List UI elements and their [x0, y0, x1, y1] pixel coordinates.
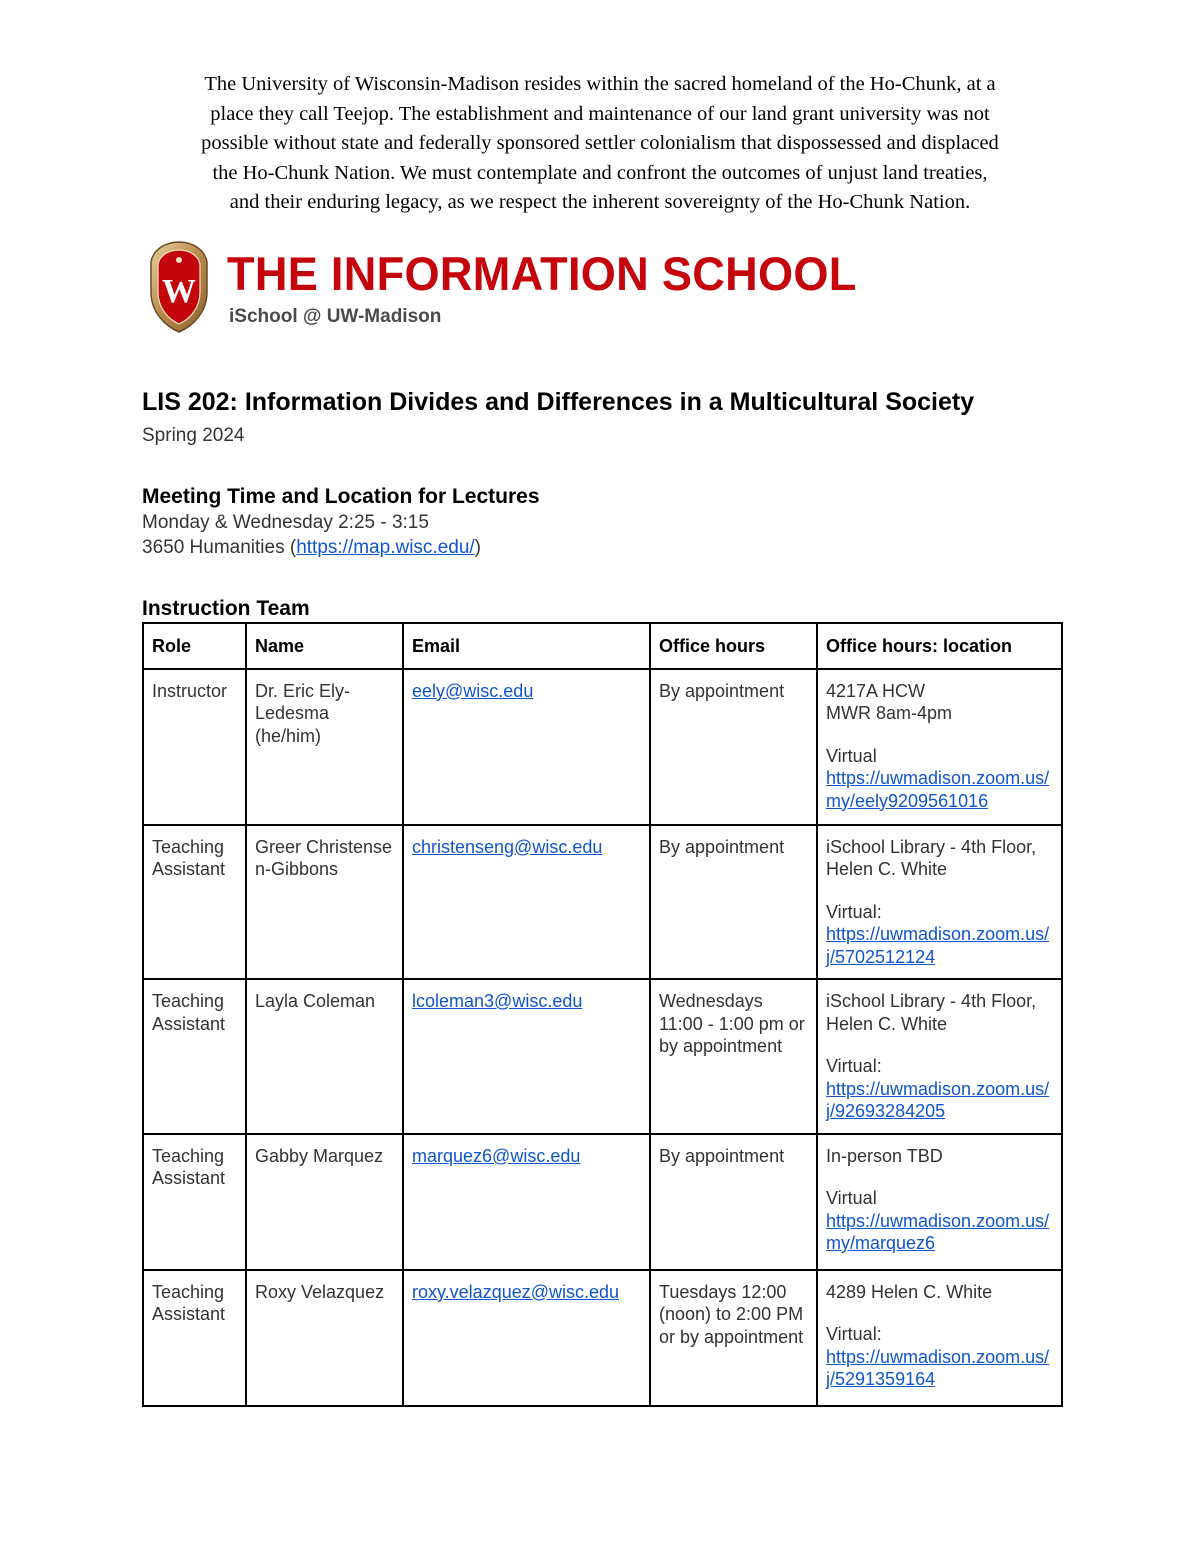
location-text: 4217A HCW	[826, 680, 926, 701]
table-row	[143, 825, 1062, 980]
table-row	[143, 669, 1062, 825]
location-cell	[817, 1134, 1062, 1270]
email-cell	[403, 979, 650, 1134]
meeting-location	[142, 537, 481, 559]
location-text: iSchool Library - 4th Floor, Helen C. White	[826, 836, 1037, 879]
hours-cell: By appointment	[650, 825, 817, 980]
virtual-label: Virtual:	[826, 1056, 882, 1076]
location-cell	[817, 669, 1062, 825]
location-cell	[817, 825, 1062, 980]
hours-cell: Tuesdays 12:00 (noon) to 2:00 PM or by appointment	[650, 1270, 817, 1406]
location-cell	[817, 979, 1062, 1134]
zoom-link[interactable]: https://uwmadison.zoom.us/j/5291359164	[826, 1346, 1050, 1389]
course-title: LIS 202: Information Divides and Differences in a Multicultural Society	[142, 388, 975, 416]
name-cell: Layla Coleman	[246, 979, 403, 1134]
logo-subtitle: iSchool @ UW-Madison	[229, 306, 442, 327]
land-ack-line: place they call Teejop. The establishment and maintenance of our land grant university was not	[210, 102, 990, 125]
name-cell: Greer Christensen-Gibbons	[246, 825, 403, 980]
land-ack-line: and their enduring legacy, as we respect the inherent sovereignty of the Ho-Chunk Nation.	[229, 191, 971, 213]
hours-cell: By appointment	[650, 669, 817, 825]
table-header-row	[143, 623, 1062, 669]
name-cell: Roxy Velazquez	[246, 1270, 403, 1406]
table-row	[143, 979, 1062, 1134]
email-cell	[403, 1270, 650, 1406]
team-heading: Instruction Team	[142, 597, 310, 620]
column-header: Office hours: location	[817, 623, 1062, 669]
land-acknowledgement	[120, 70, 1080, 218]
land-ack-line: the Ho-Chunk Nation. We must contemplate and confront the outcomes of unjust land treaties,	[212, 161, 988, 184]
column-header: Role	[143, 623, 246, 669]
meeting-time: Monday & Wednesday 2:25 - 3:15	[142, 512, 429, 533]
email-cell	[403, 1134, 650, 1270]
name-cell: Gabby Marquez	[246, 1134, 403, 1270]
column-header: Office hours	[650, 623, 817, 669]
column-header: Email	[403, 623, 650, 669]
hours-cell: Wednesdays 11:00 - 1:00 pm or by appointment	[650, 979, 817, 1134]
name-cell: Dr. Eric Ely-Ledesma (he/him)	[246, 669, 403, 825]
column-header: Name	[246, 623, 403, 669]
virtual-label: Virtual	[826, 1188, 877, 1208]
zoom-link[interactable]: https://uwmadison.zoom.us/my/marquez6	[826, 1210, 1050, 1253]
email-link[interactable]: marquez6@wisc.edu	[412, 1145, 581, 1166]
location-cell	[817, 1270, 1062, 1406]
logo-title: THE INFORMATION SCHOOL	[227, 247, 857, 300]
email-cell	[403, 669, 650, 825]
email-link[interactable]: christenseng@wisc.edu	[412, 836, 603, 857]
virtual-label: Virtual:	[826, 901, 882, 922]
email-cell	[403, 825, 650, 980]
location-text: In-person TBD	[826, 1145, 943, 1166]
uw-crest-icon	[147, 240, 211, 334]
location-hours: MWR 8am-4pm	[826, 703, 953, 723]
email-link[interactable]: eely@wisc.edu	[412, 680, 534, 701]
role-cell: Teaching Assistant	[143, 825, 246, 980]
role-cell: Instructor	[143, 669, 246, 825]
email-link[interactable]: roxy.velazquez@wisc.edu	[412, 1281, 620, 1302]
table-row	[143, 1134, 1062, 1270]
zoom-link[interactable]: https://uwmadison.zoom.us/j/5702512124	[826, 924, 1050, 967]
zoom-link[interactable]: https://uwmadison.zoom.us/my/eely9209561016	[826, 768, 1050, 811]
ischool-logo	[147, 240, 907, 335]
location-text: 4289 Helen C. White	[826, 1281, 993, 1302]
role-cell: Teaching Assistant	[143, 979, 246, 1134]
meeting-heading: Meeting Time and Location for Lectures	[142, 485, 540, 508]
instruction-team-table	[142, 622, 1063, 1407]
virtual-label: Virtual	[826, 745, 877, 766]
table-row	[143, 1270, 1062, 1406]
role-cell: Teaching Assistant	[143, 1134, 246, 1270]
land-ack-line: possible without state and federally sponsored settler colonialism that dispossessed and displaced	[201, 132, 999, 154]
role-cell: Teaching Assistant	[143, 1270, 246, 1406]
location-text: iSchool Library - 4th Floor, Helen C. White	[826, 991, 1037, 1034]
semester: Spring 2024	[142, 425, 245, 446]
email-link[interactable]: lcoleman3@wisc.edu	[412, 991, 583, 1011]
meeting-location-suffix: )	[474, 537, 481, 558]
map-link[interactable]: https://map.wisc.edu/	[296, 537, 475, 558]
land-ack-line: The University of Wisconsin-Madison resides within the sacred homeland of the Ho-Chunk, at a	[204, 73, 996, 95]
meeting-location-prefix: 3650 Humanities (	[142, 537, 297, 558]
virtual-label: Virtual:	[826, 1324, 882, 1344]
hours-cell: By appointment	[650, 1134, 817, 1270]
zoom-link[interactable]: https://uwmadison.zoom.us/j/92693284205	[826, 1078, 1050, 1121]
crest-letter: W	[162, 273, 196, 310]
